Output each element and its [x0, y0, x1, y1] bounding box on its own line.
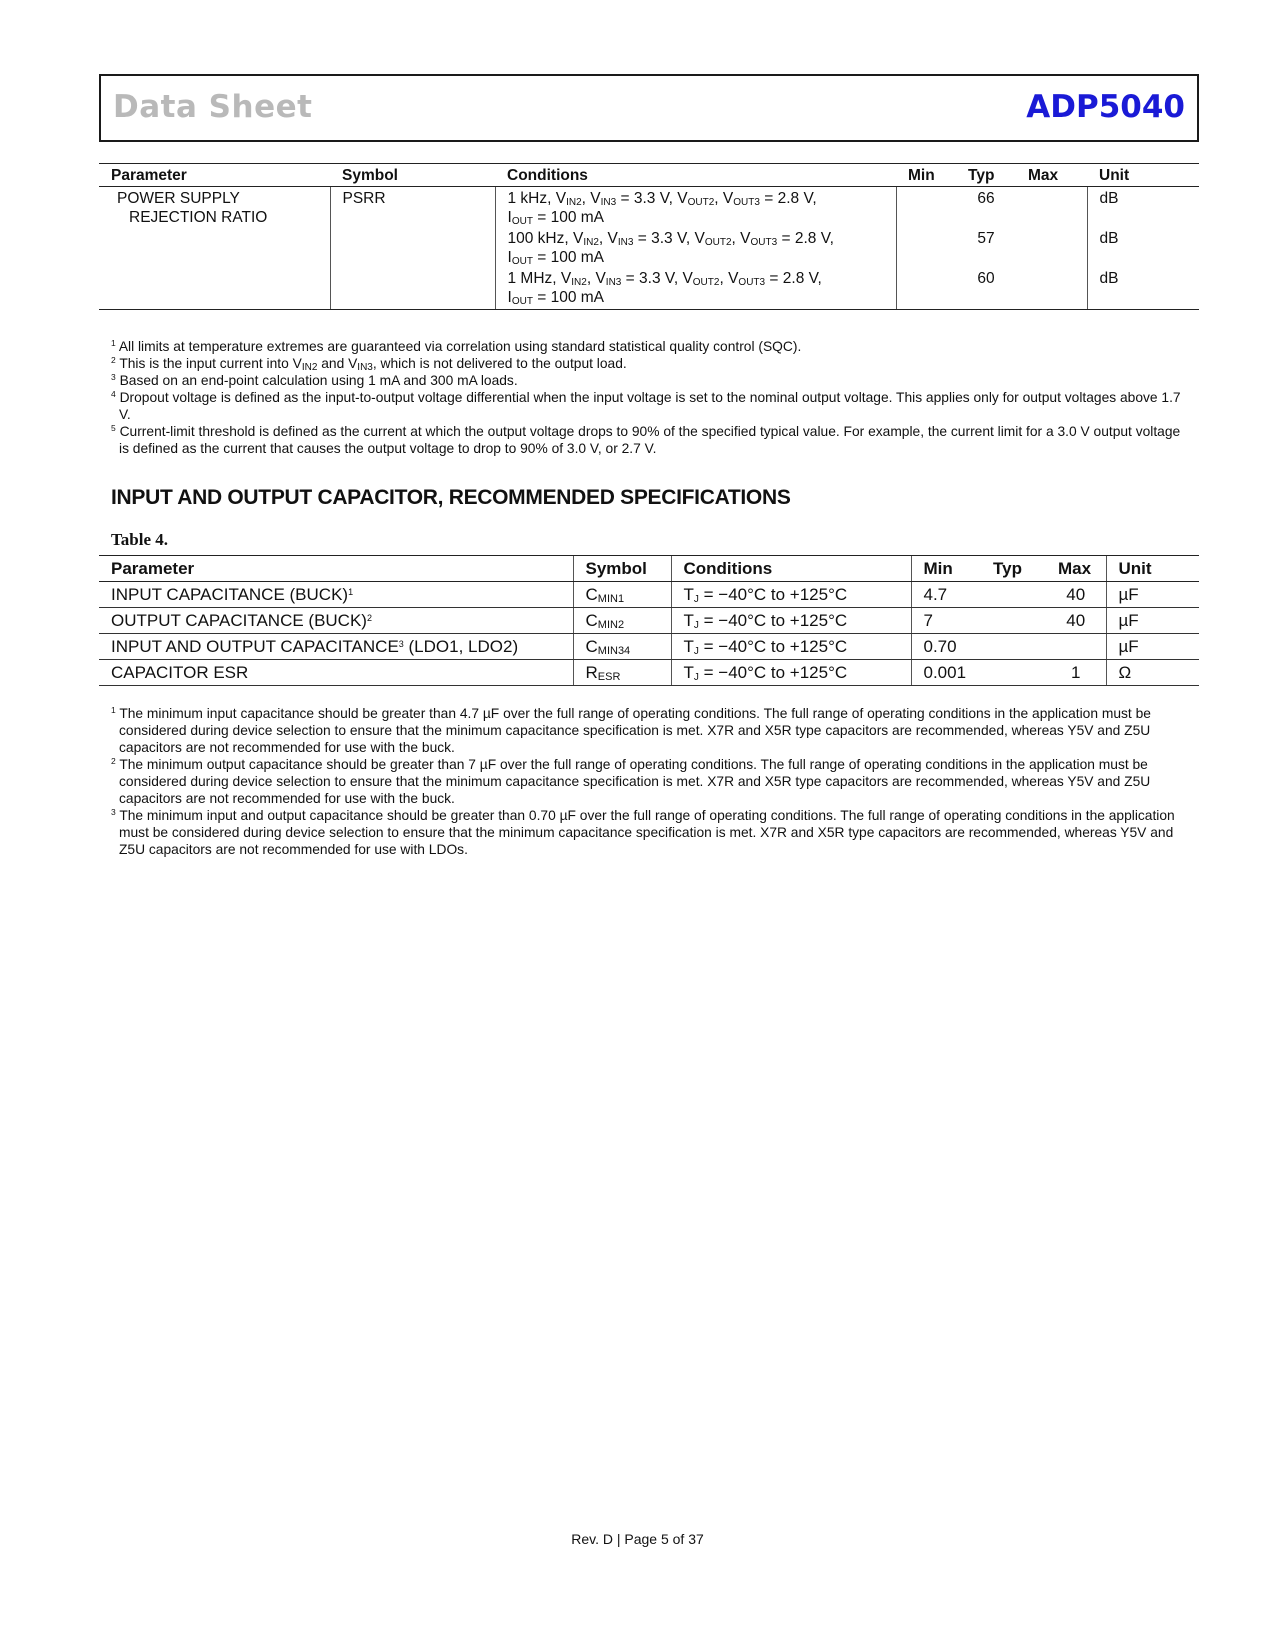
col-header-typ: Typ [981, 556, 1046, 582]
part-number: ADP5040 [1026, 89, 1185, 125]
psrr-min [896, 187, 956, 228]
cell-min: 0.001 [911, 660, 981, 686]
psrr-max [1016, 227, 1087, 267]
col-header-symbol: Symbol [573, 556, 671, 582]
page-footer: Rev. D | Page 5 of 37 [571, 1531, 704, 1547]
col-header-unit: Unit [1106, 556, 1199, 582]
cell-symbol: $R_{ESR}$ [573, 660, 671, 686]
footnote: $^1$ The minimum input capacitance should be greater than 4.7 µF over the full range of operating conditions. The full range of operating conditions in the application must be considered during device selection to ensure that the minimum capacitance specification is met. X7R and X5R type capacitors are recommended, whereas Y5V and Z5U capacitors are not recommended for use with the buck. [111, 705, 1151, 755]
col-header-parameter: Parameter [99, 164, 330, 187]
col-header-min: Min [896, 164, 956, 187]
cell-max: 40 [1046, 582, 1106, 608]
psrr-table [99, 163, 1199, 310]
cell-max: 1 [1046, 660, 1106, 686]
cell-typ [981, 634, 1046, 660]
table-row [99, 187, 1199, 228]
table-row [99, 582, 1199, 608]
psrr-condition: 1 MHz, $V_{IN2}$, $V_{IN3} = 3.3$ V, $V_{OUT2}$, $V_{OUT3} = 2.8$ V, $I_{OUT} = 100$ mA [495, 267, 896, 310]
psrr-max [1016, 187, 1087, 228]
cell-symbol: $C_{MIN34}$ [573, 634, 671, 660]
psrr-unit: dB [1087, 267, 1199, 310]
cell-typ [981, 608, 1046, 634]
cell-symbol: $C_{MIN1}$ [573, 582, 671, 608]
psrr-min [896, 267, 956, 310]
cell-unit: Ω [1106, 660, 1199, 686]
psrr-typ: 60 [956, 267, 1016, 310]
footnote: $^3$ The minimum input and output capacitance should be greater than 0.70 µF over the full range of operating conditions. The full range of operating conditions in the application must be considered during device selection to ensure that the minimum capacitance specification is met. X7R and X5R type capacitors are recommended, whereas Y5V and Z5U capacitors are not recommended for use with LDOs. [111, 807, 1175, 857]
cell-parameter: INPUT AND OUTPUT CAPACITANCE$^3$ (LDO1, LDO2) [99, 634, 573, 660]
page-header [99, 74, 1199, 142]
cell-max [1046, 634, 1106, 660]
col-header-max: Max [1046, 556, 1106, 582]
psrr-parameter: POWER SUPPLY REJECTION RATIO [99, 187, 330, 310]
cell-conditions: $T_J = -40^\circ C$ to +125°C [671, 582, 911, 608]
cell-parameter: INPUT CAPACITANCE (BUCK)$^1$ [99, 582, 573, 608]
psrr-unit: dB [1087, 187, 1199, 228]
psrr-typ: 66 [977, 190, 995, 207]
cell-unit: µF [1106, 634, 1199, 660]
cell-min: 4.7 [911, 582, 981, 608]
cell-symbol: $C_{MIN2}$ [573, 608, 671, 634]
table-row [99, 608, 1199, 634]
psrr-typ: 57 [977, 230, 995, 247]
cell-conditions: $T_J = -40^\circ C$ to +125°C [671, 608, 911, 634]
footnotes-table4 [111, 705, 1191, 858]
psrr-min [896, 227, 956, 267]
cell-typ [981, 660, 1046, 686]
footnote: $^5$ Current-limit threshold is defined as the current at which the output voltage drops to 90% of the specified typical value. For example, the current limit for a 3.0 V output voltage is defined as the current that causes the output voltage to drop to 90% of 3.0 V, or 2.7 V. [111, 423, 1181, 456]
table-row [99, 634, 1199, 660]
cell-conditions: $T_J = -40^\circ C$ to +125°C [671, 634, 911, 660]
footnote: $^2$ The minimum output capacitance should be greater than 7 µF over the full range of operating conditions. The full range of operating conditions in the application must be considered during device selection to ensure that the minimum capacitance specification is met. X7R and X5R type capacitors are recommended, whereas Y5V and Z5U capacitors are not recommended for use with the buck. [111, 756, 1151, 806]
col-header-max: Max [1016, 164, 1087, 187]
footnote: $^1$ All limits at temperature extremes are guaranteed via correlation using standard statistical quality control (SQC). [111, 338, 802, 354]
cell-unit: µF [1106, 582, 1199, 608]
footnote: $^4$ Dropout voltage is defined as the input-to-output voltage differential when the input voltage is set to the nominal output voltage. This applies only for output voltages above 1.7 V. [111, 389, 1181, 422]
section-heading: INPUT AND OUTPUT CAPACITOR, RECOMMENDED SPECIFICATIONS [111, 486, 791, 509]
cell-min: 7 [911, 608, 981, 634]
col-header-symbol: Symbol [330, 164, 495, 187]
psrr-unit: dB [1087, 227, 1199, 267]
col-header-unit: Unit [1087, 164, 1199, 187]
cell-unit: µF [1106, 608, 1199, 634]
col-header-typ: Typ [956, 164, 1016, 187]
cell-max: 40 [1046, 608, 1106, 634]
col-header-min: Min [911, 556, 981, 582]
cell-parameter: CAPACITOR ESR [99, 660, 573, 686]
cell-conditions: $T_J = -40^\circ C$ to +125°C [671, 660, 911, 686]
col-header-conditions: Conditions [671, 556, 911, 582]
footnote: $^3$ Based on an end-point calculation using 1 mA and 300 mA loads. [111, 372, 518, 388]
psrr-symbol: PSRR [330, 187, 495, 310]
doc-label: Data Sheet [113, 89, 313, 125]
table-caption: Table 4. [111, 530, 169, 549]
cell-typ [981, 582, 1046, 608]
cell-min: 0.70 [911, 634, 981, 660]
psrr-max [1016, 267, 1087, 310]
cell-parameter: OUTPUT CAPACITANCE (BUCK)$^2$ [99, 608, 573, 634]
table-header-row [99, 556, 1199, 582]
capacitor-spec-table [99, 555, 1199, 686]
col-header-parameter: Parameter [99, 556, 573, 582]
table-header-row [99, 164, 1199, 187]
col-header-conditions: Conditions [495, 164, 896, 187]
psrr-condition: 100 kHz, $V_{IN2}$, $V_{IN3} = 3.3$ V, $V_{OUT2}$, $V_{OUT3} = 2.8$ V, $I_{OUT} = 100$ mA [495, 227, 896, 267]
footnotes-table3 [111, 338, 1191, 457]
table-row [99, 660, 1199, 686]
footnote: $^2$ This is the input current into $V_{IN2}$ and $V_{IN3}$, which is not delivered to the output load. [111, 355, 627, 373]
psrr-condition: 1 kHz, $V_{IN2}$, $V_{IN3} = 3.3$ V, $V_{OUT2}$, $V_{OUT3} = 2.8$ V, $I_{OUT} = 100$ mA [495, 187, 896, 228]
